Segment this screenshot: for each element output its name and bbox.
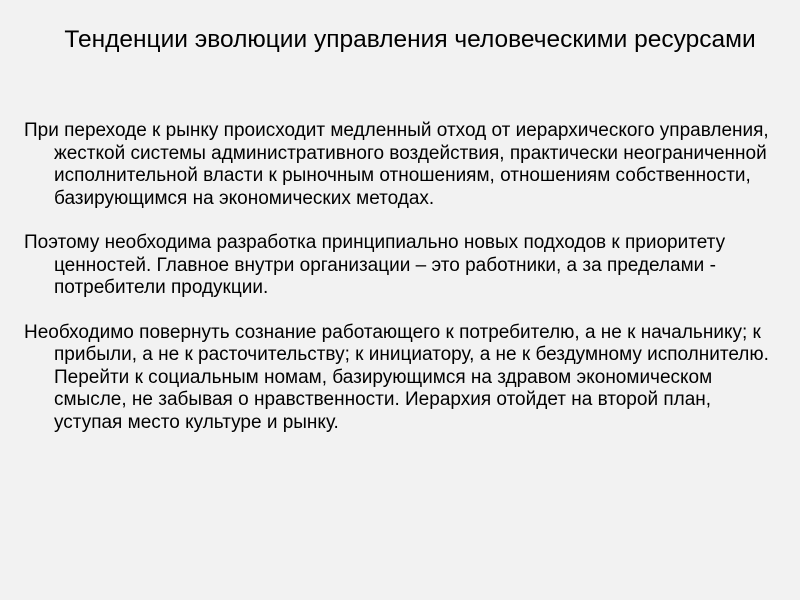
paragraph-consciousness-shift: Необходимо повернуть сознание работающего к потребителю, а не к начальнику; к прибыли, а не к расточительству; к инициатору, а не к бездумному исполнителю. Перейти к социальным номам, базирующимся на здравом экономическом смысле, не забывая о нравственности. Иерархия отойдет на второй план, уступая место культуре и рынку.: [24, 321, 769, 433]
paragraph-value-priorities: Поэтому необходима разработка принципиально новых подходов к приоритету ценностей. Главное внутри организации – это работники, а за пределами - потребители продукции.: [24, 232, 726, 298]
paragraph-market-transition: При переходе к рынку происходит медленный отход от иерархического управления, жесткой системы административного воздействия, практически неограниченной исполнительной власти к рыночным отношениям, отношениям собственности, базирующимся на экономических методах.: [24, 120, 769, 209]
slide-title: Тенденции эволюции управления человеческими ресурсами: [64, 26, 756, 53]
slide-body: [24, 120, 776, 456]
